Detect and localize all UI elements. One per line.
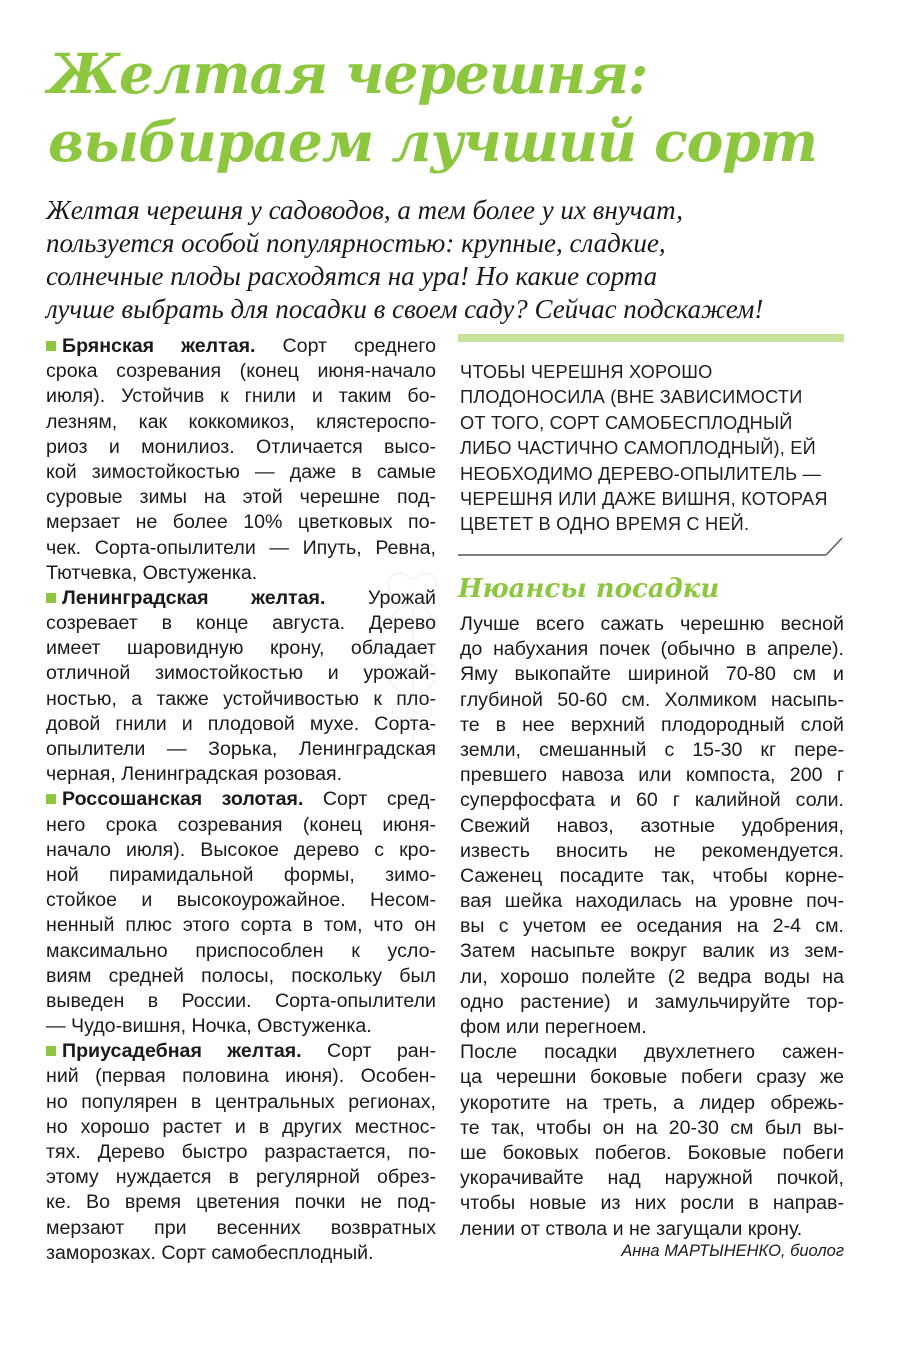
variety-text-line: — Чудо-вишня, Ночка, Овстуженка. xyxy=(46,1015,372,1038)
planting-line: ше боковых побегов. Боковые побеги xyxy=(460,1141,844,1164)
variety-text-line: опылители — Зорька, Ленинградская xyxy=(46,738,436,760)
variety-text-line: отличной зимостойкостью и урожай- xyxy=(46,662,436,685)
planting-line: Яму выкопайте шириной 70-80 см и xyxy=(460,663,844,686)
planting-line: суперфосфата и 60 г калийной соли. xyxy=(460,789,844,812)
planting-line: Саженец посадите так, чтобы корне- xyxy=(460,864,844,887)
variety-text-line: довой гнили и плодовой мухе. Сорта- xyxy=(46,712,436,735)
green-square-bullet-icon xyxy=(46,794,56,804)
variety-first-line xyxy=(46,787,436,812)
variety-text-line: этому нуждается в регулярной обрез- xyxy=(46,1166,436,1189)
planting-line: вы с учетом ее оседания на 2-4 см. xyxy=(460,915,844,938)
variety-text-line: ний (первая половина июня). Особен- xyxy=(46,1065,436,1088)
variety-name: Ленинградская желтая. xyxy=(62,586,326,609)
planting-line: ца черешни боковые побеги сразу же xyxy=(460,1066,844,1089)
planting-line: вая шейка находилась на уровне поч- xyxy=(460,890,844,913)
planting-line: После посадки двухлетнего сажен- xyxy=(460,1041,844,1064)
lead-line: солнечные плоды расходятся на ура! Но какие сорта xyxy=(46,261,658,291)
variety-text-line: но популярен в центральных регионах, xyxy=(46,1090,436,1113)
planting-line: до набухания почек (обычно в апреле). xyxy=(460,638,844,661)
note-line: ПЛОДОНОСИЛА (ВНЕ ЗАВИСИМОСТИ xyxy=(460,387,803,408)
variety-first-line xyxy=(46,334,436,359)
note-line: ОТ ТОГО, СОРТ САМОБЕСПЛОДНЫЙ xyxy=(460,412,793,433)
variety-text-line: Тютчевка, Овстуженка. xyxy=(46,561,258,584)
variety-text-line: ке. Во время цветения почки не под- xyxy=(46,1191,436,1214)
note-line: ЦВЕТЕТ В ОДНО ВРЕМЯ С НЕЙ. xyxy=(460,514,750,535)
planting-line: превшего навоза или компоста, 200 г xyxy=(460,764,844,787)
title-line-1: Желтая черешня: xyxy=(48,41,648,106)
varieties-column xyxy=(46,334,436,1266)
title-line-2: выбираем лучший сорт xyxy=(48,109,817,174)
variety-text-line: мерзает не более 10% цветковых по- xyxy=(46,511,436,534)
variety-text-line: имеет шаровидную крону, обладает xyxy=(46,637,436,660)
variety-text-line: ненный плюс этого сорта в том, что он xyxy=(46,914,436,937)
variety-text-line: кой зимостойкостью — даже в самые xyxy=(46,460,436,483)
variety-text-line: виям средней полосы, поскольку был xyxy=(46,964,436,987)
variety-text: Сорт ран- xyxy=(301,1040,436,1063)
note-line: НЕОБХОДИМО ДЕРЕВО-ОПЫЛИТЕЛЬ — xyxy=(460,463,821,484)
variety-text: Сорт сред- xyxy=(303,788,436,811)
planting-line: Лучше всего сажать черешню весной xyxy=(460,613,844,635)
article-title xyxy=(48,40,888,176)
variety-text-line: суровые зимы на этой черешне под- xyxy=(46,486,436,509)
green-square-bullet-icon xyxy=(46,593,56,603)
variety-text-line: ной пирамидальной формы, зимо- xyxy=(46,863,436,886)
planting-line: ли, хорошо полейте (2 ведра воды на xyxy=(460,965,844,988)
planting-line: известь вносить не рекомендуется. xyxy=(460,839,844,862)
note-top-bar xyxy=(458,334,844,342)
variety-text-line: выведен в России. Сорта-опылители xyxy=(46,989,436,1012)
note-line: ЧЕРЕШНЯ ИЛИ ДАЖЕ ВИШНЯ, КОТОРАЯ xyxy=(460,489,828,510)
variety-text-line: риоз и монилиоз. Отличается высо- xyxy=(46,435,436,458)
planting-line: укоротите на треть, а лидер обрежь- xyxy=(460,1091,844,1114)
variety-name: Брянская желтая. xyxy=(62,335,256,357)
author-signature: Анна МАРТЫНЕНКО, биолог xyxy=(621,1242,844,1260)
green-square-bullet-icon xyxy=(46,1046,56,1056)
variety-text-line: лезням, как коккомикоз, клястероспо- xyxy=(46,410,436,433)
planting-line: те так, чтобы он на 20-30 см был вы- xyxy=(460,1116,844,1139)
pollinator-note xyxy=(460,360,844,538)
planting-heading: Нюансы посадки xyxy=(458,574,720,604)
planting-line: одно растение) и замульчируйте тор- xyxy=(460,990,844,1013)
planting-line: фом или перегноем. xyxy=(460,1016,647,1038)
variety-text-line: него срока созревания (конец июня- xyxy=(46,813,436,836)
variety-text-line: стойкое и высокоурожайное. Несом- xyxy=(46,889,436,912)
variety-text-line: тях. Дерево быстро разрастается, по- xyxy=(46,1141,436,1163)
planting-line: глубиной 50-60 см. Холмиком насыпь- xyxy=(460,688,844,711)
planting-line: Затем насыпьте вокруг валик из зем- xyxy=(460,940,844,963)
variety-name: Приусадебная желтая. xyxy=(62,1040,302,1063)
variety-text: Сорт среднего xyxy=(255,335,436,357)
variety-text-line: черная, Ленинградская розовая. xyxy=(46,763,343,786)
variety-text-line: мерзают при весенних возвратных xyxy=(46,1216,436,1239)
note-line: ЧТОБЫ ЧЕРЕШНЯ ХОРОШО xyxy=(460,362,713,382)
planting-line: Свежий навоз, азотные удобрения, xyxy=(460,814,844,837)
variety-text: Урожай xyxy=(325,586,436,609)
lead-line: пользуется особой популярностью: крупные, сладкие, xyxy=(46,228,666,258)
planting-line: чтобы новые из них росли в направ- xyxy=(460,1192,844,1215)
butterfly-watermark-icon xyxy=(372,560,452,770)
variety-text-line: ностью, а также устойчивостью к пло- xyxy=(46,687,436,710)
variety-text-line: чек. Сорта-опылители — Ипуть, Ревна, xyxy=(46,536,436,559)
variety-first-line xyxy=(46,1039,436,1064)
green-square-bullet-icon xyxy=(46,341,56,351)
variety-text-line: срока созревания (конец июня-начало xyxy=(46,360,436,383)
lead-line: Желтая черешня у садоводов, а тем более у их внучат, xyxy=(46,195,684,225)
planting-line: укорачивайте над наружной почкой, xyxy=(460,1167,844,1190)
variety-text-line: начало июля). Высокое дерево с кро- xyxy=(46,838,436,861)
variety-text-line: июля). Устойчив к гнили и таким бо- xyxy=(46,385,436,408)
lead-line: лучше выбрать для посадки в своем саду? Сейчас подскажем! xyxy=(46,294,764,324)
variety-text-line: заморозках. Сорт самобесплодный. xyxy=(46,1241,374,1264)
note-bottom-rule xyxy=(458,534,844,564)
note-line: ЛИБО ЧАСТИЧНО САМОПЛОДНЫЙ), ЕЙ xyxy=(460,438,816,459)
planting-text xyxy=(460,612,844,1242)
planting-line: земли, смешанный с 15-30 кг пере- xyxy=(460,738,844,761)
lead-paragraph xyxy=(46,194,866,326)
planting-line: те в нее верхний плодородный слой xyxy=(460,713,844,736)
variety-name: Россошанская золотая. xyxy=(62,788,304,811)
planting-line: лении от ствола и не загущали крону. xyxy=(460,1217,803,1240)
variety-text-line: созревает в конце августа. Дерево xyxy=(46,612,436,635)
variety-text-line: максимально приспособлен к усло- xyxy=(46,939,436,962)
variety-text-line: но хорошо растет и в других местнос- xyxy=(46,1115,436,1138)
